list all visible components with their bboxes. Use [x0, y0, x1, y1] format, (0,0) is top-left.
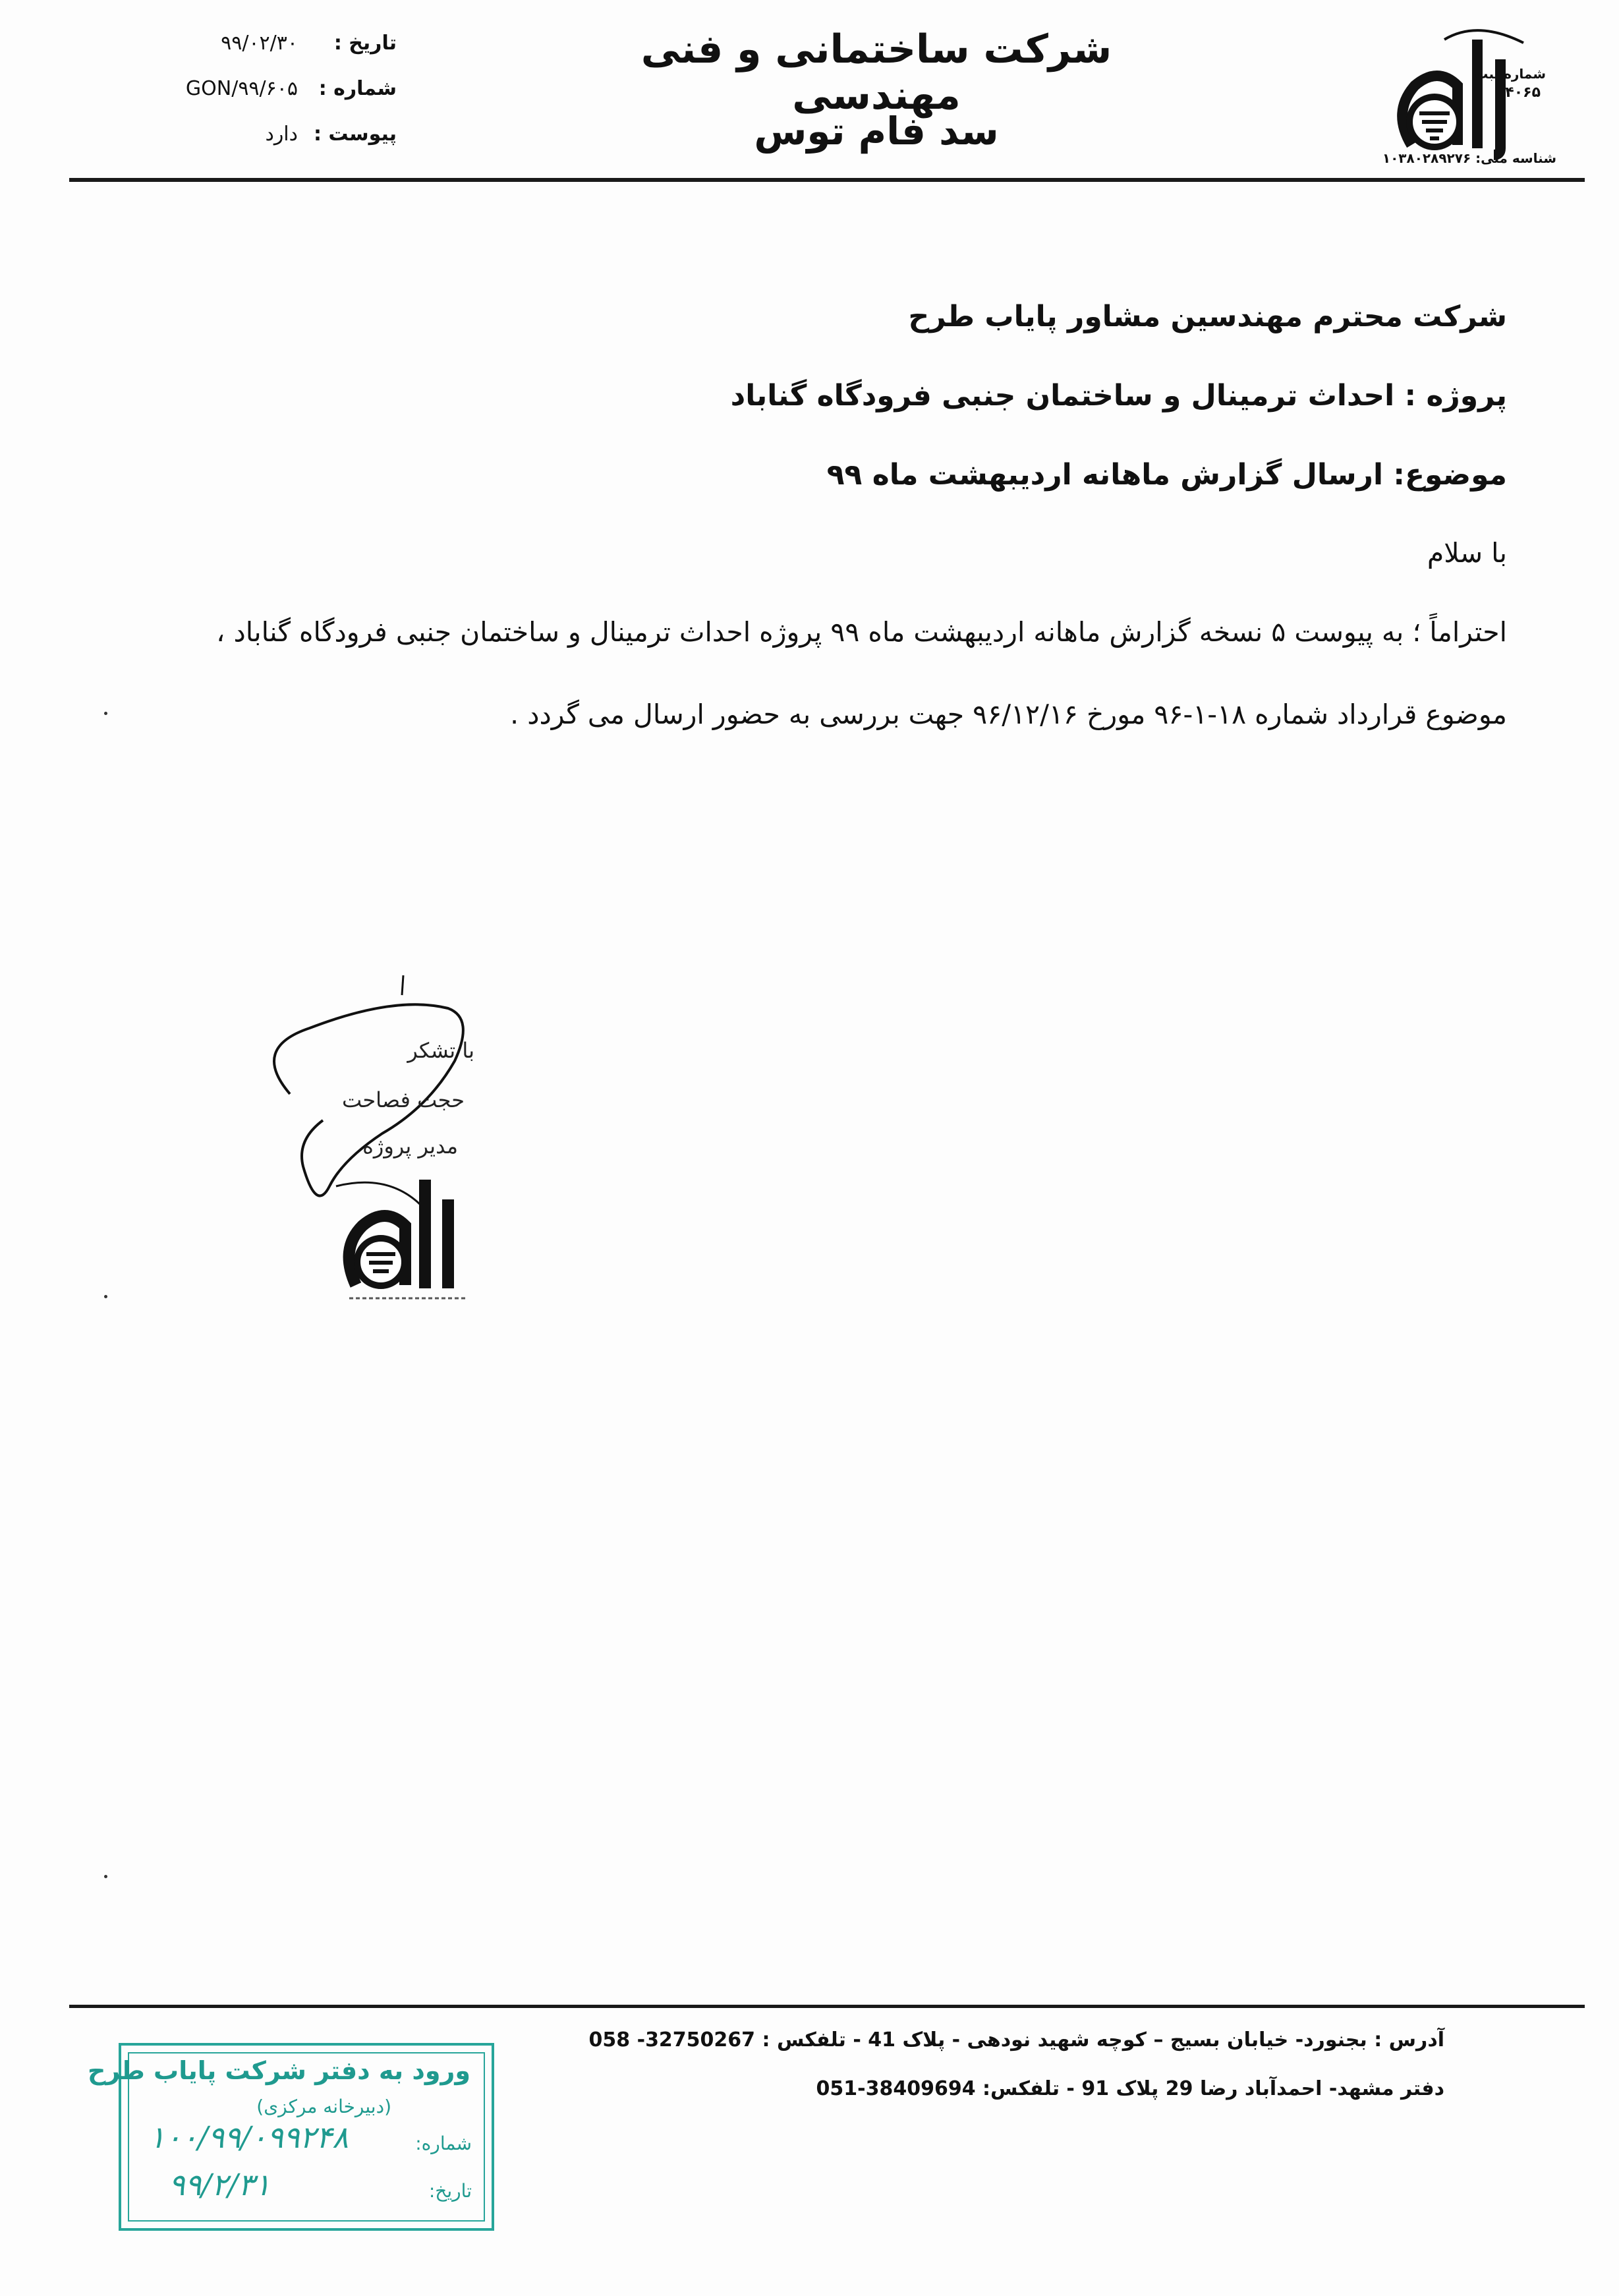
date-value: ۹۹/۰۲/۳۰ — [221, 32, 298, 55]
receipt-number-label: شماره: — [415, 2133, 472, 2154]
number-label: شماره : — [318, 77, 397, 100]
address-line-1: آدرس : بجنورد- خیابان بسیج – کوچه شهید نودهی - پلاک 41 - تلفکس : 32750267- 058 — [588, 2028, 1444, 2052]
national-id: شناسه ملی: ۱۰۳۸۰۲۸۹۲۷۶ — [1382, 150, 1556, 166]
subject-line: موضوع: ارسال گزارش ماهانه اردیبهشت ماه ۹۹ — [826, 458, 1507, 492]
logo-registration-label: شماره ثبت — [1475, 66, 1546, 82]
attachment-label: پیوست : — [313, 123, 397, 146]
company-name: شرکت ساختمانی و فنی مهندسی — [640, 26, 1112, 119]
recipient: شرکت محترم مهندسین مشاور پایاب طرح — [908, 300, 1507, 333]
scan-dot — [104, 1875, 107, 1878]
number-row — [133, 77, 397, 110]
company-seal-icon — [343, 1134, 488, 1305]
signer-name: حجت فصاحت — [341, 1087, 465, 1112]
receipt-stamp — [87, 2043, 494, 2231]
receipt-date-value: ۹۹/۲/۳۱ — [169, 2167, 271, 2202]
receipt-subtitle: (دبیرخانه مرکزی) — [256, 2096, 391, 2117]
body-line-1: احتراماً ؛ به پیوست ۵ نسخه گزارش ماهانه اردیبهشت ماه ۹۹ پروژه احداث ترمینال و ساختمان جنبی فرودگاه گناباد ، — [216, 616, 1507, 648]
receipt-date-label: تاریخ: — [428, 2180, 472, 2202]
attachment-row — [133, 123, 397, 156]
scan-dot — [104, 1295, 107, 1298]
address-line-2: دفتر مشهد- احمدآباد رضا 29 پلاک 91 - تلفکس: 38409694-051 — [816, 2077, 1444, 2100]
greeting: با سلام — [1427, 537, 1507, 569]
footer-divider — [69, 2005, 1585, 2008]
company-name-line2: سد فام توس — [754, 109, 999, 154]
signature-block — [250, 969, 527, 1338]
company-logo — [1385, 13, 1550, 171]
body-line-2: موضوع قرارداد شماره ۱۸-۱-۹۶ مورخ ۹۶/۱۲/۱۶ جهت بررسی به حضور ارسال می گردد . — [510, 699, 1507, 730]
scan-dot — [104, 712, 107, 715]
date-label: تاریخ : — [333, 32, 397, 55]
signer-title: مدیر پروژه — [362, 1134, 458, 1159]
receipt-number-value: ۱۰۰/۹۹/۰۹۹۲۴۸ — [149, 2119, 349, 2155]
signature-closing: با تشکر — [407, 1038, 474, 1063]
header-divider — [69, 178, 1585, 182]
receipt-title: ورود به دفتر شرکت پایاب طرح — [87, 2056, 470, 2085]
date-row — [133, 32, 397, 65]
project-line: پروژه : احداث ترمینال و ساختمان جنبی فرودگاه گناباد — [730, 379, 1507, 413]
receipt-stamp-frame — [87, 2052, 485, 2222]
logo-registration-number: ۴۰۶۵ — [1505, 84, 1541, 101]
attachment-value: دارد — [265, 123, 298, 146]
number-value: GON/۹۹/۶۰۵ — [185, 77, 298, 100]
